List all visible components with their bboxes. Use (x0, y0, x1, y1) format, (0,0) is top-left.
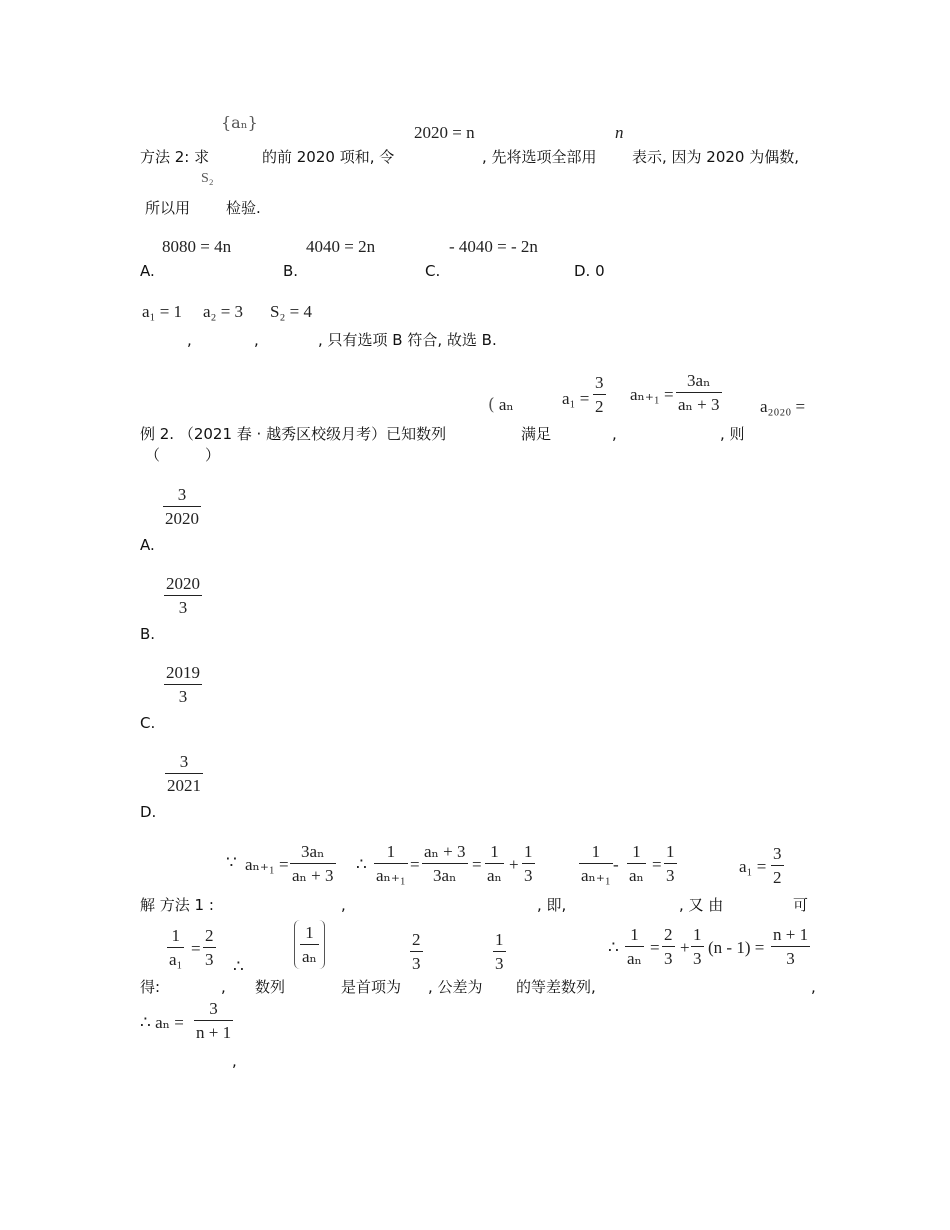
check-a1: a₁ = 1 (142, 302, 183, 321)
choice-c-fraction: $\frac{2019}{3}$ (166, 663, 200, 706)
sol-i2-fraction: $\frac{2}{3}$ (205, 926, 214, 969)
ex2-comma: , (612, 425, 617, 443)
option-c-label: C. (425, 262, 441, 280)
sol-d2-fraction: $\frac{1}{\text{aₙ}}$ (629, 842, 644, 885)
sol-a1-lhs: a₁ = (739, 857, 767, 876)
sol-eq-4: = (191, 939, 201, 958)
gen-f2-fraction: $\frac{2}{3}$ (664, 925, 673, 968)
ex2-satisfy: 满足 (521, 425, 552, 443)
seq-reciprocal-fraction: $\frac{1}{\text{aₙ}}$ (294, 920, 325, 969)
an-lhs: ∴ aₙ = (140, 1013, 184, 1032)
sol-d1-fraction: $\frac{1}{\text{aₙ₊₁}}$ (581, 842, 611, 885)
ex2-target: a₂₀₂₀ = (760, 397, 806, 416)
sol-comma-1: , (341, 896, 346, 914)
sol-shulie: 数列 (255, 978, 286, 996)
sol-a1-fraction: $\frac{3}{2}$ (773, 844, 782, 887)
sol-ji: , 即, (537, 896, 567, 914)
choice-d-fraction: $\frac{3}{2021}$ (167, 752, 201, 795)
ex2-prefix: 例 2. （2021 春 · 越秀区校级月考）已知数列 (140, 425, 447, 443)
sol-d3-fraction: $\frac{1}{3}$ (666, 842, 675, 885)
n-symbol: n (615, 123, 624, 142)
sol-f1-fraction: $\frac{1}{\text{aₙ₊₁}}$ (376, 842, 406, 885)
sol-eq-5: = (650, 938, 660, 957)
sol-rec-lhs: aₙ₊₁ = (245, 855, 289, 874)
method2-line2-b: 检验. (226, 199, 261, 217)
ex2-rec-lhs: aₙ₊₁ = (630, 385, 674, 404)
ex2-then: , 则 (720, 425, 745, 443)
sol-gongcha: , 公差为 (428, 978, 483, 996)
choice-a-fraction: $\frac{3}{2020}$ (165, 485, 199, 528)
choice-d-label: D. (140, 803, 157, 821)
sol-comma-4: , (232, 1052, 237, 1070)
sol-i1-fraction: $\frac{1}{\text{a₁}}$ (169, 926, 183, 969)
sol-f2-fraction: $\frac{\text{aₙ + 3}}{\text{3aₙ}}$ (424, 842, 466, 885)
therefore-symbol: ∴ (356, 855, 367, 874)
option-c-math: - 4040 = - 2n (449, 237, 538, 256)
s2-symbol: S₂ (201, 171, 214, 186)
choice-c-label: C. (140, 714, 156, 732)
option-a-math: 8080 = 4n (162, 237, 232, 256)
sol-shouxiang: 是首项为 (341, 978, 402, 996)
sol-dengcha: 的等差数列, (516, 978, 596, 996)
choice-b-label: B. (140, 625, 156, 643)
sol-ke: 可 (793, 896, 809, 914)
gen-f4-fraction: $\frac{n + 1}{3}$ (773, 925, 809, 968)
sol-eq-1: = (410, 855, 420, 874)
check-a2: a₂ = 3 (203, 302, 244, 321)
sol-de: 得: (140, 978, 161, 996)
sol-plus-2: + (680, 938, 690, 957)
sol-youyou: , 又 由 (679, 896, 724, 914)
difference-fraction: $\frac{1}{3}$ (495, 930, 504, 973)
ex2-a1-lhs: a₁ = (562, 389, 590, 408)
let-n-equation: 2020 = n (414, 123, 475, 142)
ex2-rec-fraction: $\frac{\text{3aₙ}}{\text{aₙ + 3}}$ (678, 371, 720, 414)
method2-middle: 的前 2020 项和, 令 (262, 148, 395, 166)
gen-mid-term: (n - 1) = (708, 938, 765, 957)
option-b-label: B. (283, 262, 299, 280)
therefore-symbol-3: ∴ (608, 938, 619, 957)
sol-comma-3: , (811, 978, 816, 996)
method2-line2-a: 所以用 (145, 199, 191, 217)
sol-eq-2: = (472, 855, 482, 874)
first-term-fraction: $\frac{2}{3}$ (412, 930, 421, 973)
sol-plus: + (509, 855, 519, 874)
option-d-label: D. 0 (574, 262, 605, 280)
sol-f3-fraction: $\frac{1}{\text{aₙ}}$ (487, 842, 502, 885)
option-b-math: 4040 = 2n (306, 237, 376, 256)
solution-prefix: 解 方法 1 : (140, 896, 214, 914)
method2-prefix: 方法 2: 求 (140, 148, 210, 166)
sol-comma-2: , (221, 978, 226, 996)
seq-an-set: {aₙ} (221, 113, 258, 132)
sol-rec-fraction: $\frac{\text{3aₙ}}{\text{aₙ + 3}}$ (292, 842, 334, 885)
ex2-a1-fraction: $\frac{3}{2}$ (595, 373, 604, 416)
check-s2: S₂ = 4 (270, 302, 312, 321)
check-comma-2: , (254, 331, 259, 349)
gen-f3-fraction: $\frac{1}{3}$ (693, 925, 702, 968)
choice-a-label: A. (140, 536, 155, 554)
method2-after-let: , 先将选项全部用 (482, 148, 597, 166)
sol-f4-fraction: $\frac{1}{3}$ (524, 842, 533, 885)
an-fraction: $\frac{3}{n + 1}$ (196, 999, 232, 1042)
method2-tail: 表示, 因为 2020 为偶数, (632, 148, 800, 166)
gen-f1-fraction: $\frac{1}{\text{aₙ}}$ (627, 925, 642, 968)
check-conclusion: , 只有选项 B 符合, 故选 B. (318, 331, 497, 349)
ex2-seq: ( aₙ (488, 395, 514, 415)
check-comma-1: , (187, 331, 192, 349)
therefore-symbol-2: ∴ (233, 957, 244, 976)
choice-b-fraction: $\frac{2020}{3}$ (166, 574, 200, 617)
because-symbol: ∵ (226, 853, 237, 872)
sol-minus: - (613, 855, 619, 874)
option-a-label: A. (140, 262, 155, 280)
sol-eq-3: = (652, 855, 662, 874)
ex2-answer-blank: （ ） (145, 446, 221, 464)
